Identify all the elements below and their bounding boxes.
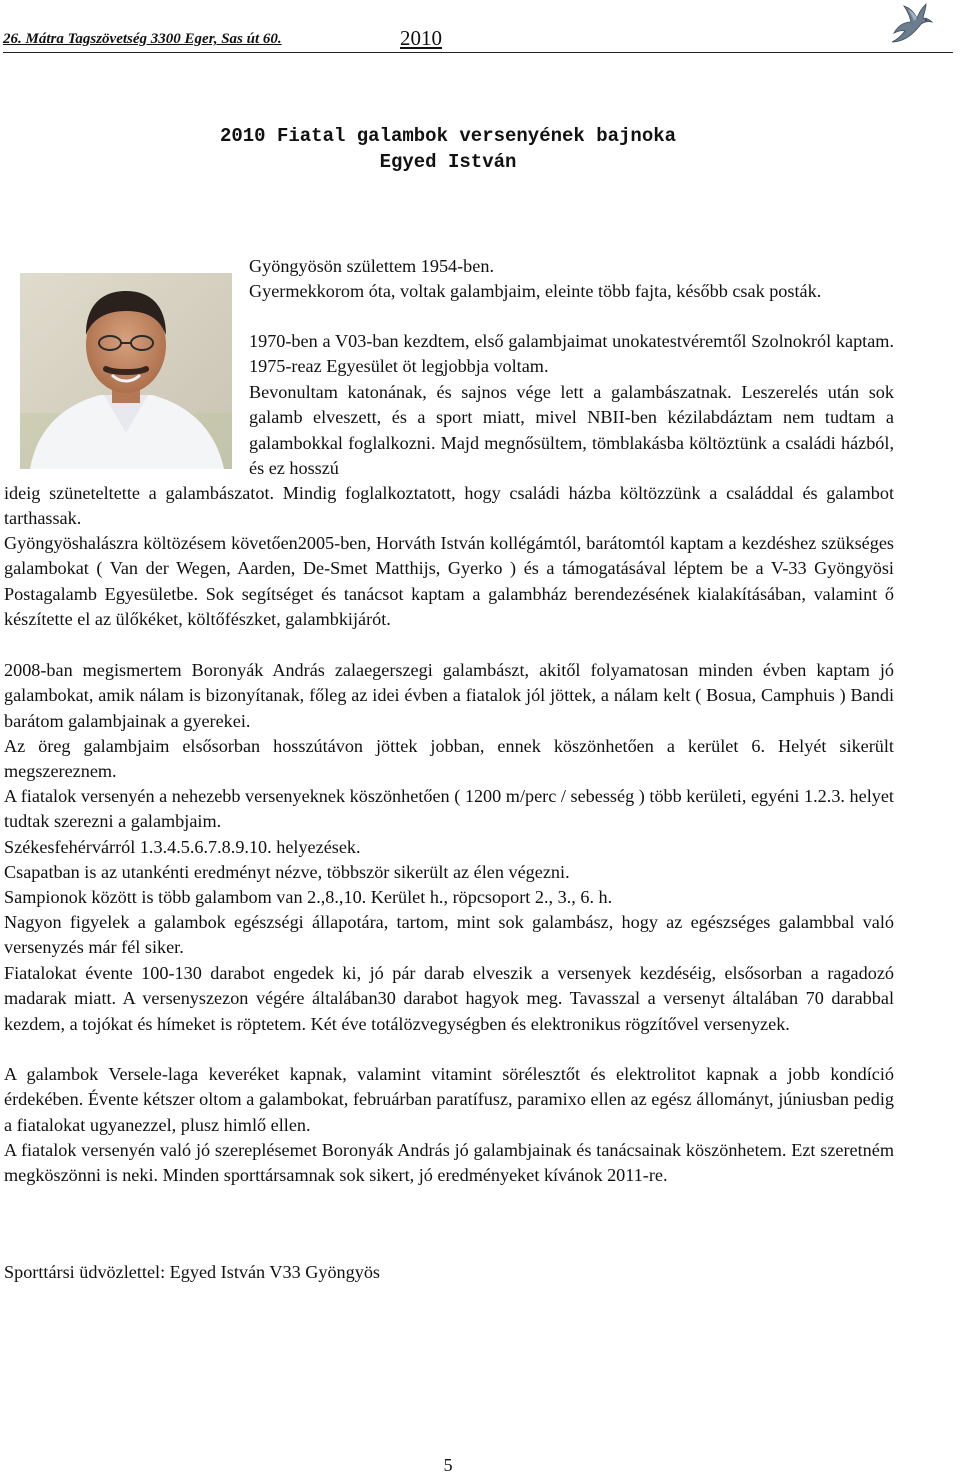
- paragraph-team: Csapatban is az utankénti eredményt nézve, többször sikerült az élen végezni.: [4, 862, 570, 882]
- intro-paragraph-continued: ideig szüneteltette a galambászatot. Mindig foglalkoztatott, hogy családi házba költözzünk a családdal és galambot tarthassak.: [4, 483, 894, 529]
- paragraph-thanks: A fiatalok versenyén való jó szereplésemet Boronyák András jó galambjainak és tanácsainak köszönhetem. Ezt szeretném megköszönni is neki. Minden sporttársamnak sok sikert, jó eredményeket kívánok 2011-re.: [4, 1140, 894, 1186]
- paragraph-boronyak: 2008-ban megismertem Boronyák András zalaegerszegi galambászt, akitől folyamatosan minden évben kaptam jó galambokat, amik nálam is bizonyítanak, főleg az idei évben a fiatalok jól jöttek, a nálam kelt ( Bosua, Camphuis ) Bandi barátom galambjainak a gyerekei.: [4, 660, 894, 731]
- paragraph-szekesfehervar: Székesfehérvárról 1.3.4.5.6.7.8.9.10. helyezések.: [4, 837, 361, 857]
- intro-paragraph-military: Bevonultam katonának, és sajnos vége lett a galambászatnak. Leszerelés után sok galamb elveszett, és a sport miatt, mivel NBII-ben kézilabdáztam nem tudtam a galambokkal foglalkozni. Majd megnősültem, tömblakásba költöztünk a családi házból, és ez hosszú: [249, 382, 894, 478]
- paragraph-feeding: A galambok Versele-laga keveréket kapnak, valamint vitamint sörélesztőt és elektrolitot kapnak a jobb kondíció érdekében. Évente kétszer oltom a galambokat, februárban paratífusz, paramixo ellen az egész állományt, júniusban pedig a fiatalokat ugyanezzel, plusz himlő ellen.: [4, 1064, 894, 1135]
- dove-icon: [886, 0, 936, 48]
- signature-line: Sporttársi üdvözlettel: Egyed István V33 Gyöngyös: [4, 1262, 380, 1282]
- page-number: 5: [443, 1455, 453, 1475]
- intro-paragraph-start: 1970-ben a V03-ban kezdtem, első galambjaimat unokatestvéremtől Szolnokról kaptam. 1975-reaz Egyesület öt legjobbja voltam.: [249, 331, 894, 377]
- paragraph-champions: Sampionok között is több galambom van 2.,8.,10. Kerület h., röpcsoport 2., 3., 6. h.: [4, 887, 613, 907]
- intro-paragraph-birth: Gyöngyösön születtem 1954-ben.: [249, 256, 494, 276]
- intro-paragraph-childhood: Gyermekkorom óta, voltak galambjaim, eleinte több fajta, később csak posták.: [249, 281, 822, 301]
- article-subtitle-name: Egyed István: [379, 151, 517, 173]
- paragraph-gyongyoshalasz: Gyöngyöshalászra költözésem követően2005-ben, Horváth István kollégámtól, barátomtól kaptam a kezdéshez szükséges galambokat ( Van der Wegen, Aarden, De-Smet Matthijs, Gyerko ) és a támogatásával léptem be a V-33 Gyöngyösi Postagalamb Egyesületbe. Sok segítséget és tanácsot kaptam a galambház berendezésének kialakításában, valamint ő készítette el az ülőkéket, költőfészket, galambkijárót.: [4, 533, 894, 629]
- article-title: 2010 Fiatal galambok versenyének bajnoka: [219, 125, 677, 147]
- paragraph-health: Nagyon figyelek a galambok egészségi állapotára, tartom, mint sok galambász, hogy az egészséges galambbal való versenyzés már fél siker.: [4, 912, 894, 958]
- portrait-photo: [20, 273, 232, 469]
- page-header: [3, 28, 953, 53]
- paragraph-old-pigeons: Az öreg galambjaim elsősorban hosszútávon jöttek jobban, ennek köszönhetően a kerület 6. Helyét sikerült megszereznem.: [4, 736, 894, 782]
- header-organization: 26. Mátra Tagszövetség 3300 Eger, Sas út 60.: [3, 31, 282, 47]
- header-year: 2010: [400, 26, 442, 50]
- paragraph-young-count: Fiatalokat évente 100-130 darabot engedek ki, jó pár darab elveszik a versenyek kezdéséig, elsősorban a ragadozó madarak miatt. A versenyszezon végére általában30 darabot hagyok meg. Tavasszal a versenyt általában 70 darabbal kezdem, a tojókat és hímeket is röptetem. Két éve totálözvegységben és elektronikus rögzítővel versenyzek.: [4, 963, 894, 1034]
- paragraph-young-race: A fiatalok versenyén a nehezebb versenyeknek köszönhetően ( 1200 m/perc / sebesség ) több kerületi, egyéni 1.2.3. helyet tudtak szerezni a galambjaim.: [4, 786, 894, 832]
